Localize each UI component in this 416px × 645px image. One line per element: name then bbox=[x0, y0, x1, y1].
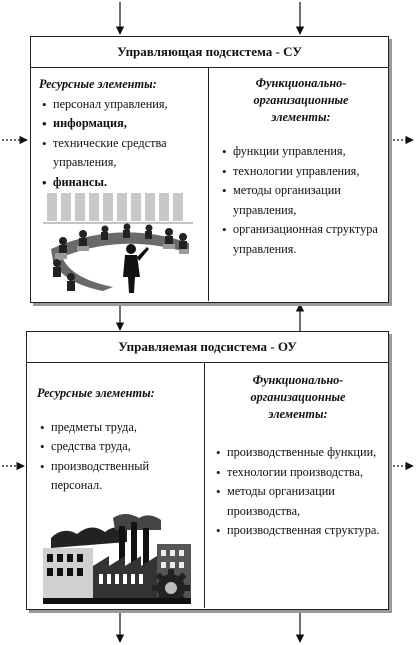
list-item: • производственные функции, bbox=[227, 443, 383, 463]
managed-functional-column bbox=[205, 362, 387, 608]
meeting-room-illustration bbox=[43, 191, 193, 295]
control-resource-list bbox=[39, 95, 204, 193]
managed-subsystem-title: Управляемая подсистема - ОУ bbox=[27, 332, 388, 363]
managed-resource-list bbox=[37, 418, 200, 496]
list-item: • технологии управления, bbox=[233, 162, 383, 182]
managed-resource-column bbox=[27, 362, 205, 608]
list-item: • финансы. bbox=[53, 173, 204, 193]
list-item: • средства труда, bbox=[51, 437, 200, 457]
control-subsystem-box bbox=[30, 36, 389, 303]
control-functional-list bbox=[219, 142, 383, 259]
managed-functional-title: Функционально-организационные элементы: bbox=[250, 373, 346, 421]
list-item: • персонал управления, bbox=[53, 95, 204, 115]
list-item: • технические средства управления, bbox=[53, 134, 204, 173]
factory-illustration bbox=[43, 508, 191, 604]
managed-subsystem-box bbox=[26, 331, 389, 610]
list-item: • технологии производства, bbox=[227, 463, 383, 483]
control-resource-title: Ресурсные элементы: bbox=[39, 77, 157, 91]
list-item: • производственный персонал. bbox=[51, 457, 200, 496]
control-functional-title: Функционально-организационные элементы: bbox=[253, 76, 349, 124]
control-resource-column bbox=[31, 67, 209, 301]
control-functional-column bbox=[209, 67, 387, 301]
list-item: • методы организации производства, bbox=[227, 482, 383, 521]
managed-resource-title: Ресурсные элементы: bbox=[37, 386, 155, 400]
list-item: • методы организации управления, bbox=[233, 181, 383, 220]
list-item: • предметы труда, bbox=[51, 418, 200, 438]
control-subsystem-title: Управляющая подсистема - СУ bbox=[31, 37, 388, 68]
list-item: • производственная структура. bbox=[227, 521, 383, 541]
managed-functional-list bbox=[213, 443, 383, 541]
list-item: • функции управления, bbox=[233, 142, 383, 162]
list-item: • организационная структура управления. bbox=[233, 220, 383, 259]
list-item: • информация, bbox=[53, 114, 204, 134]
